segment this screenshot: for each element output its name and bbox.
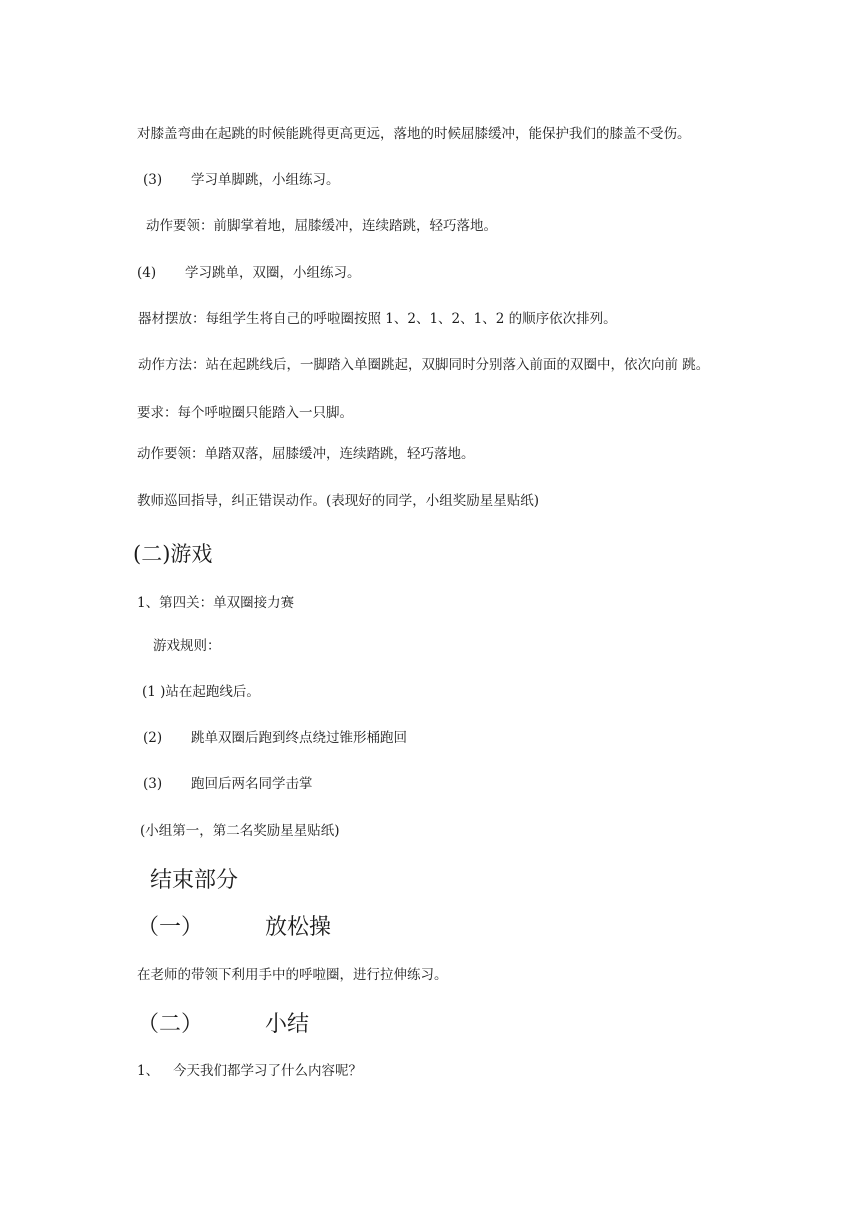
game-reward-note: (小组第一，第二名奖励星星贴纸)	[140, 823, 340, 839]
step-4	[137, 264, 361, 282]
question-number: 1、	[137, 1063, 160, 1079]
paragraph-knee-protection: 对膝盖弯曲在起跳的时候能跳得更高更远，落地的时候屈膝缓冲，能保护我们的膝盖不受伤。	[137, 126, 691, 142]
subheading-number: （二）	[137, 1012, 204, 1037]
step-text: 学习单脚跳，小组练习。	[191, 172, 340, 188]
game-rule-1: (1 )站在起跑线后。	[142, 684, 260, 700]
rule-number: (3)	[143, 776, 163, 792]
game-rules-label: 游戏规则：	[153, 638, 221, 654]
summary-question-1	[137, 1062, 362, 1080]
rule-text: 跳单双圈后跑到终点绕过锥形桶跑回	[191, 730, 407, 746]
step-number: (3)	[143, 172, 163, 188]
step-3	[143, 171, 340, 189]
paragraph-teacher-guidance: 教师巡回指导，纠正错误动作。(表现好的同学，小组奖励星星贴纸)	[137, 493, 540, 509]
paragraph-stretching: 在老师的带领下利用手中的呼啦圈，进行拉伸练习。	[137, 967, 448, 983]
rule-text: 跑回后两名同学击掌	[191, 776, 313, 792]
question-text: 今天我们都学习了什么内容呢？	[173, 1063, 362, 1079]
paragraph-method: 动作方法：站在起跳线后，一脚踏入单圈跳起，双脚同时分别落入前面的双圈中，依次向前 跳。	[138, 357, 710, 373]
heading-game: (二)游戏	[133, 542, 213, 566]
game-rule-3	[143, 775, 313, 793]
heading-relaxation	[137, 914, 331, 942]
paragraph-equipment: 器材摆放：每组学生将自己的呼啦圈按照 1、2、1、2、1、2 的顺序依次排列。	[138, 311, 617, 327]
subheading-text: 放松操	[265, 915, 332, 940]
game-item-1: 1、第四关：单双圈接力赛	[137, 595, 295, 611]
subheading-number: （一）	[137, 915, 204, 940]
subheading-text: 小结	[265, 1012, 310, 1037]
step-text: 学习跳单，双圈，小组练习。	[185, 265, 361, 281]
paragraph-requirement: 要求：每个呼啦圈只能踏入一只脚。	[137, 405, 353, 421]
paragraph-key-points-1: 动作要领：前脚掌着地，屈膝缓冲，连续踏跳，轻巧落地。	[146, 218, 497, 234]
game-rule-2	[143, 729, 407, 747]
step-number: (4)	[137, 265, 157, 281]
heading-summary	[137, 1011, 309, 1039]
heading-closing: 结束部分	[150, 868, 239, 893]
paragraph-key-points-2: 动作要领：单踏双落，屈膝缓冲，连续踏跳，轻巧落地。	[137, 446, 475, 462]
rule-number: (2)	[143, 730, 163, 746]
